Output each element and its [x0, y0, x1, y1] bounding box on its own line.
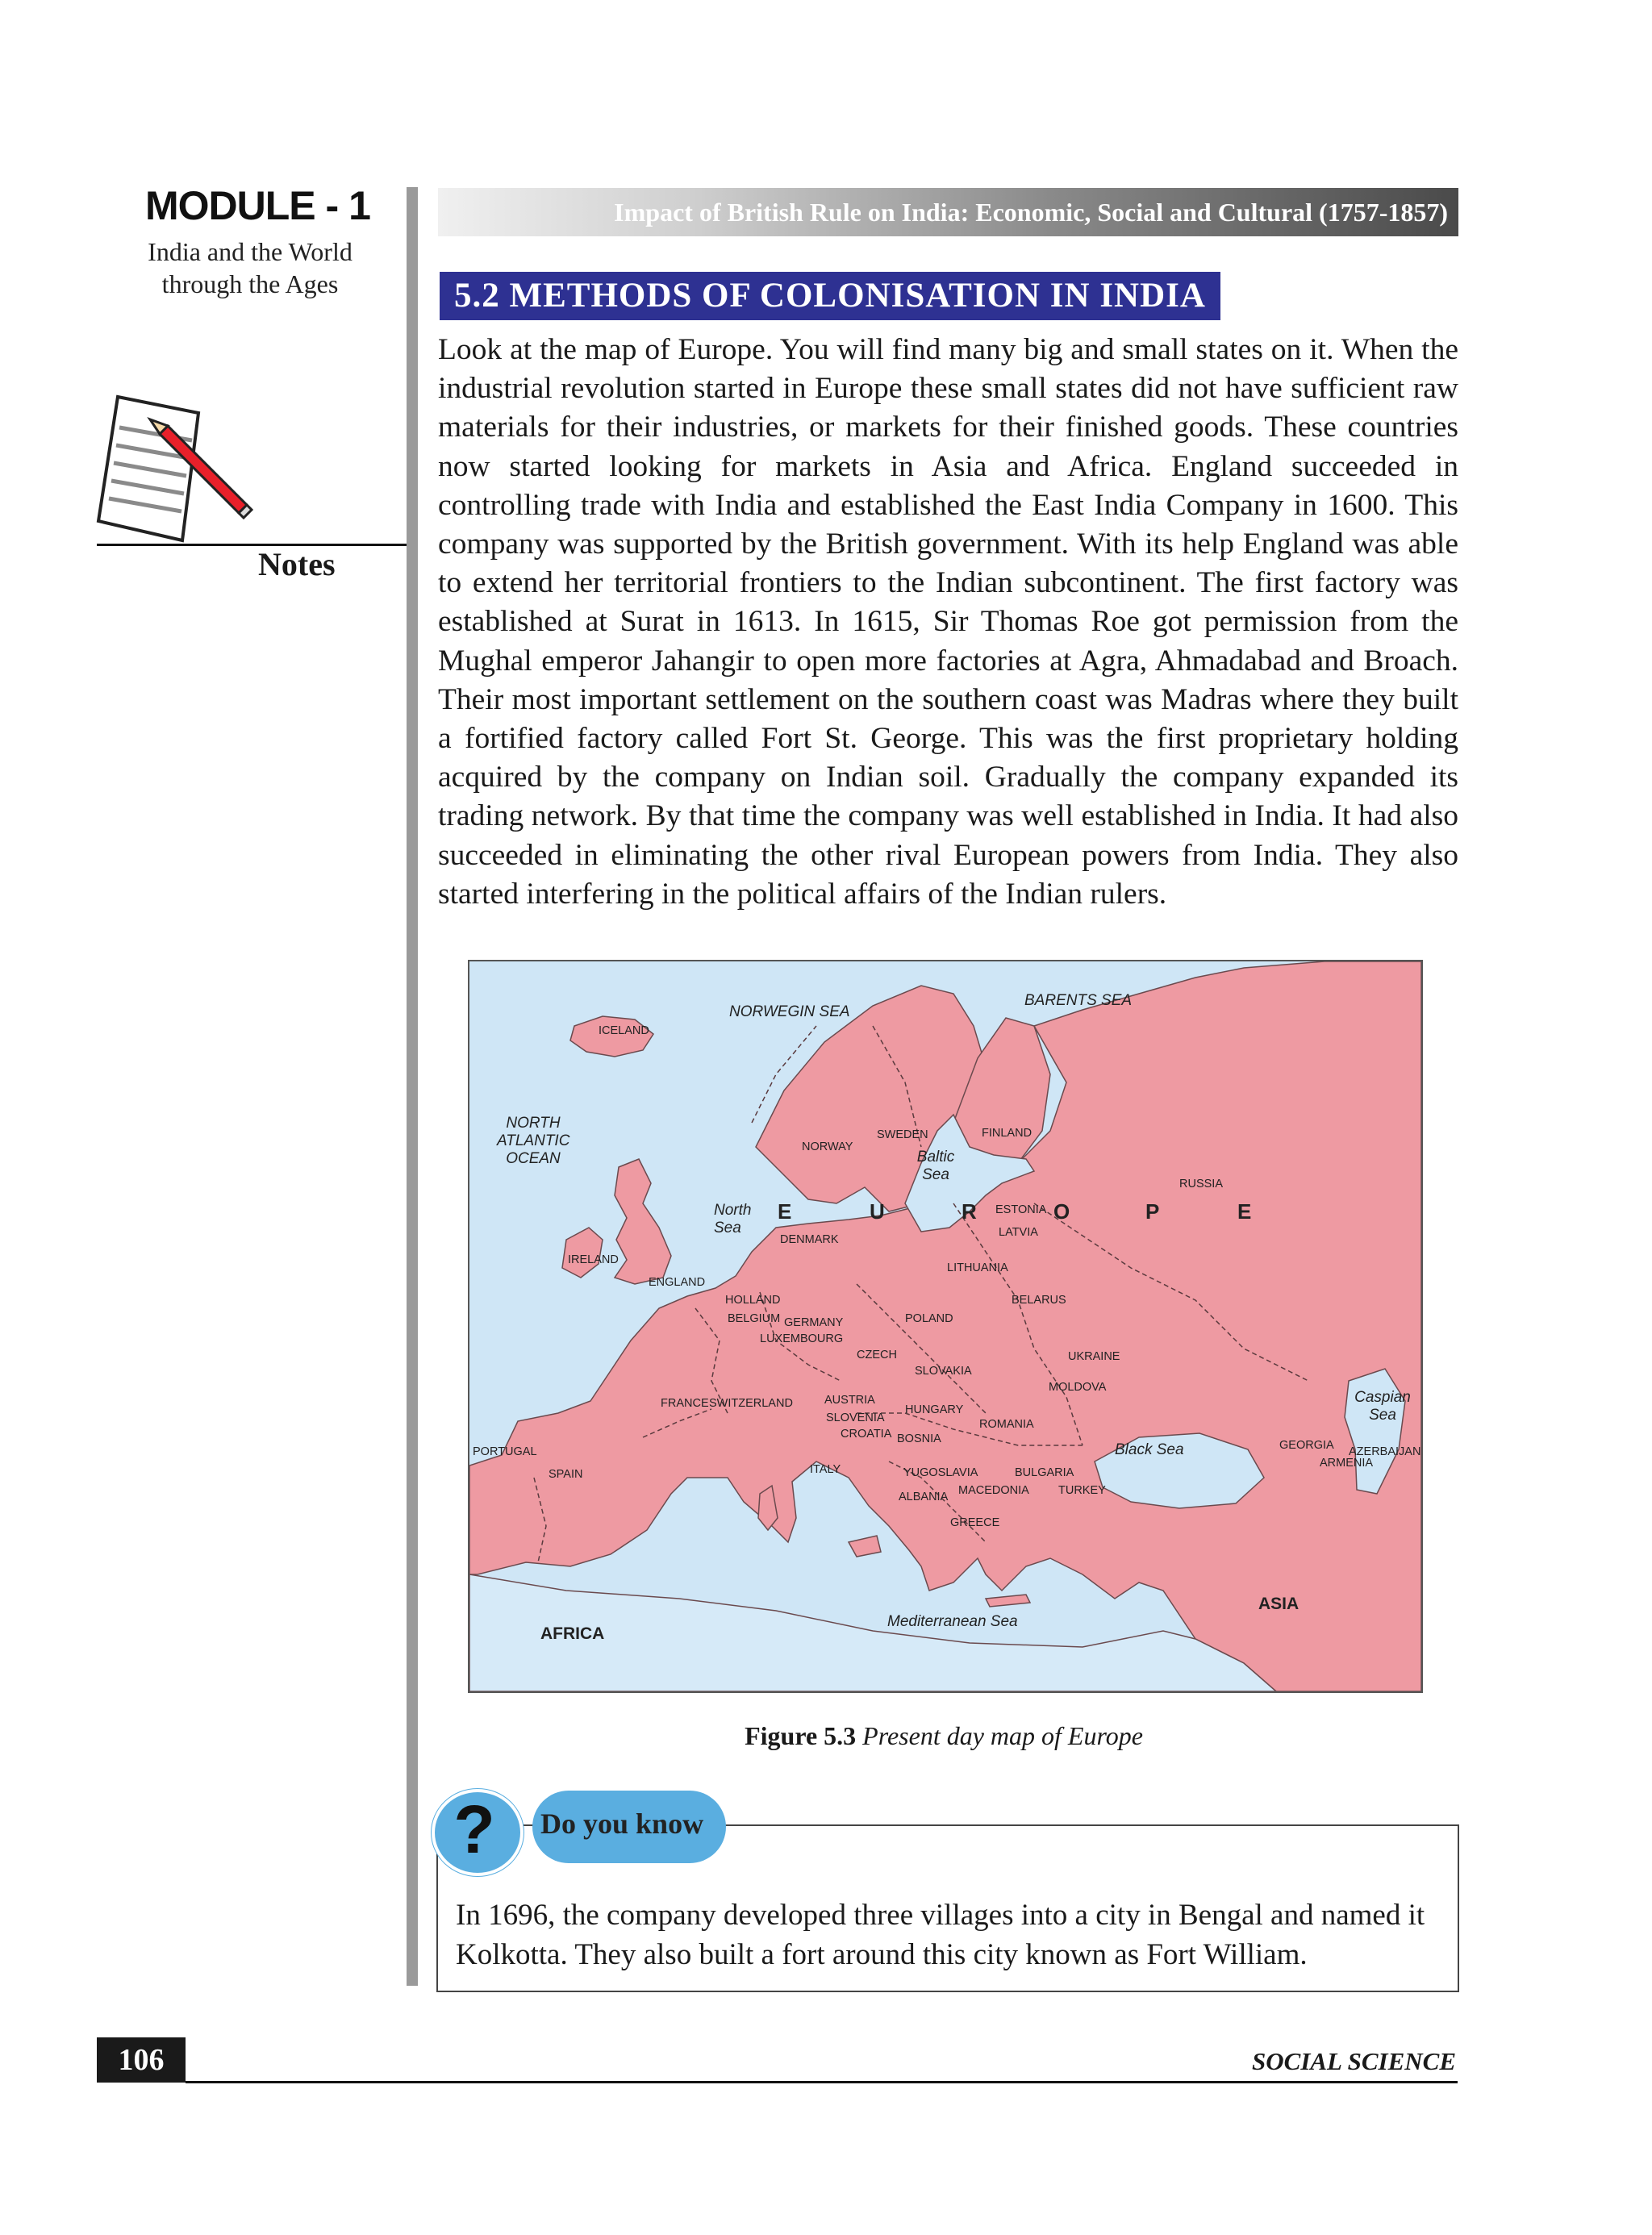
label-hungary: HUNGARY: [905, 1403, 964, 1416]
label-austria: AUSTRIA: [824, 1394, 875, 1407]
label-bosnia: BOSNIA: [897, 1432, 941, 1445]
figure-label: Figure 5.3: [745, 1721, 857, 1750]
notes-label: Notes: [258, 546, 336, 582]
mediterranean-sea-label: Mediterranean Sea: [887, 1613, 1018, 1630]
caspian-sea-label: [1350, 1389, 1415, 1424]
label-spain: SPAIN: [549, 1468, 583, 1481]
europe-map: [468, 960, 1423, 1693]
chapter-title: Impact of British Rule on India: Economic, Social and Cultural (1757-1857): [614, 198, 1448, 227]
label-belarus: BELARUS: [1012, 1294, 1066, 1307]
label-finland: FINLAND: [982, 1127, 1032, 1140]
did-you-know-text: In 1696, the company developed three villages into a city in Bengal and named it Kolkotta. They also built a fort around this city known as Fort William.: [456, 1899, 1425, 1971]
label-armenia: ARMENIA: [1320, 1457, 1374, 1470]
europe-letter-r: R: [962, 1199, 977, 1224]
label-greece: GREECE: [950, 1516, 1000, 1529]
label-belgium: BELGIUM: [728, 1312, 781, 1325]
label-bulgaria: BULGARIA: [1015, 1466, 1074, 1479]
label-czech: CZECH: [857, 1349, 897, 1361]
north-sea-label: [714, 1202, 751, 1237]
body-paragraph: Look at the map of Europe. You will find many big and small states on it. When the industrial revolution started in Europe these small states did not have sufficient raw materials for their industries, or markets for their finished goods. These countries now started looking for markets in Asia and Africa. England succeeded in controlling trade with India and established the East India Company in 1600. This company was supported by the British government. With its help England was able to extend her territorial frontiers to the Indian subcontinent. The first factory was established at Surat in 1613. In 1615, Sir Thomas Roe got permission from the Mughal emperor Jahangir to open more factories at Agra, Ahmadabad and Broach. Their most important settlement on the southern coast was Madras where they built a fortified factory called Fort St. George. This was the first proprietary holding acquired by the company on Indian soil. Gradually the company expanded its trading network. By that time the company was well established in India. It had also succeeded in eliminating the other rival European powers from India. They also started interfering in the political affairs of the Indian rulers.: [438, 333, 1458, 911]
label-lithuania: LITHUANIA: [947, 1261, 1008, 1274]
label-russia: RUSSIA: [1179, 1178, 1223, 1190]
section-heading: 5.2 METHODS OF COLONISATION IN INDIA: [440, 272, 1220, 320]
figure-caption-text: Present day map of Europe: [862, 1721, 1143, 1750]
label-switzerland: SWITZERLAND: [709, 1397, 793, 1410]
label-luxembourg: LUXEMBOURG: [760, 1332, 844, 1345]
label-slovakia: SLOVAKIA: [915, 1365, 972, 1378]
label-holland: HOLLAND: [725, 1294, 781, 1307]
module-subtitle: [129, 236, 371, 300]
label-yugoslavia: YUGOSLAVIA: [903, 1466, 978, 1479]
label-moldova: MOLDOVA: [1049, 1381, 1107, 1394]
north-sea-line2: Sea: [714, 1220, 741, 1236]
label-ukraine: UKRAINE: [1068, 1350, 1120, 1363]
question-mark-glyph: ?: [453, 1791, 495, 1867]
label-england: ENGLAND: [649, 1276, 706, 1289]
norwegian-sea-label: NORWEGIN SEA: [729, 1003, 850, 1020]
caspian-line1: Caspian: [1354, 1389, 1411, 1406]
europe-letter-u: U: [870, 1199, 885, 1224]
europe-letter-e2: E: [1237, 1199, 1252, 1224]
label-ireland: IRELAND: [568, 1253, 619, 1266]
label-slovenia: SLOVENIA: [826, 1411, 885, 1424]
baltic-line2: Sea: [922, 1166, 949, 1183]
black-sea-label: Black Sea: [1115, 1441, 1184, 1458]
europe-letter-p: P: [1145, 1199, 1160, 1224]
module-subtitle-line2: through the Ages: [161, 269, 339, 298]
label-macedonia: MACEDONIA: [958, 1484, 1029, 1497]
label-latvia: LATVIA: [999, 1226, 1038, 1239]
label-iceland: ICELAND: [599, 1024, 649, 1037]
atlantic-line1: NORTH: [506, 1115, 561, 1132]
label-azerbaijan: AZERBAIJAN: [1349, 1445, 1421, 1458]
atlantic-line3: OCEAN: [506, 1150, 561, 1167]
margin-bar: [407, 187, 418, 1986]
label-norway: NORWAY: [802, 1140, 853, 1153]
label-france: FRANCE: [661, 1397, 709, 1410]
label-portugal: PORTUGAL: [473, 1445, 537, 1458]
barents-sea-label: BARENTS SEA: [1024, 992, 1133, 1009]
label-romania: ROMANIA: [979, 1418, 1034, 1431]
label-albania: ALBANIA: [899, 1491, 949, 1503]
footer-rule: [186, 2081, 1458, 2083]
atlantic-line2: ATLANTIC: [497, 1132, 570, 1149]
caspian-line2: Sea: [1369, 1407, 1396, 1424]
notes-pencil-icon: [94, 387, 255, 548]
baltic-line1: Baltic: [916, 1149, 955, 1165]
north-sea-line1: North: [714, 1202, 752, 1219]
europe-letter-o: O: [1053, 1199, 1070, 1224]
figure-caption: [0, 1721, 1652, 1751]
label-denmark: DENMARK: [780, 1233, 839, 1246]
asia-label: ASIA: [1258, 1595, 1299, 1613]
label-italy: ITALY: [810, 1463, 841, 1476]
label-poland: POLAND: [905, 1312, 953, 1325]
footer-subject: SOCIAL SCIENCE: [1252, 2047, 1456, 2075]
baltic-sea-label: [916, 1149, 956, 1184]
africa-label: AFRICA: [540, 1624, 605, 1643]
module-title: MODULE - 1: [145, 183, 370, 228]
atlantic-ocean-label: [497, 1115, 569, 1168]
module-subtitle-line1: India and the World: [148, 237, 353, 266]
label-germany: GERMANY: [784, 1316, 844, 1329]
notes-divider: [97, 544, 407, 546]
label-turkey: TURKEY: [1058, 1484, 1106, 1497]
label-croatia: CROATIA: [841, 1428, 892, 1441]
label-sweden: SWEDEN: [877, 1128, 928, 1141]
label-estonia: ESTONIA: [995, 1203, 1047, 1216]
did-you-know-title: Do you know: [540, 1808, 704, 1840]
page-number: 106: [97, 2037, 186, 2083]
europe-letter-e1: E: [778, 1199, 792, 1224]
label-georgia: GEORGIA: [1279, 1439, 1334, 1452]
